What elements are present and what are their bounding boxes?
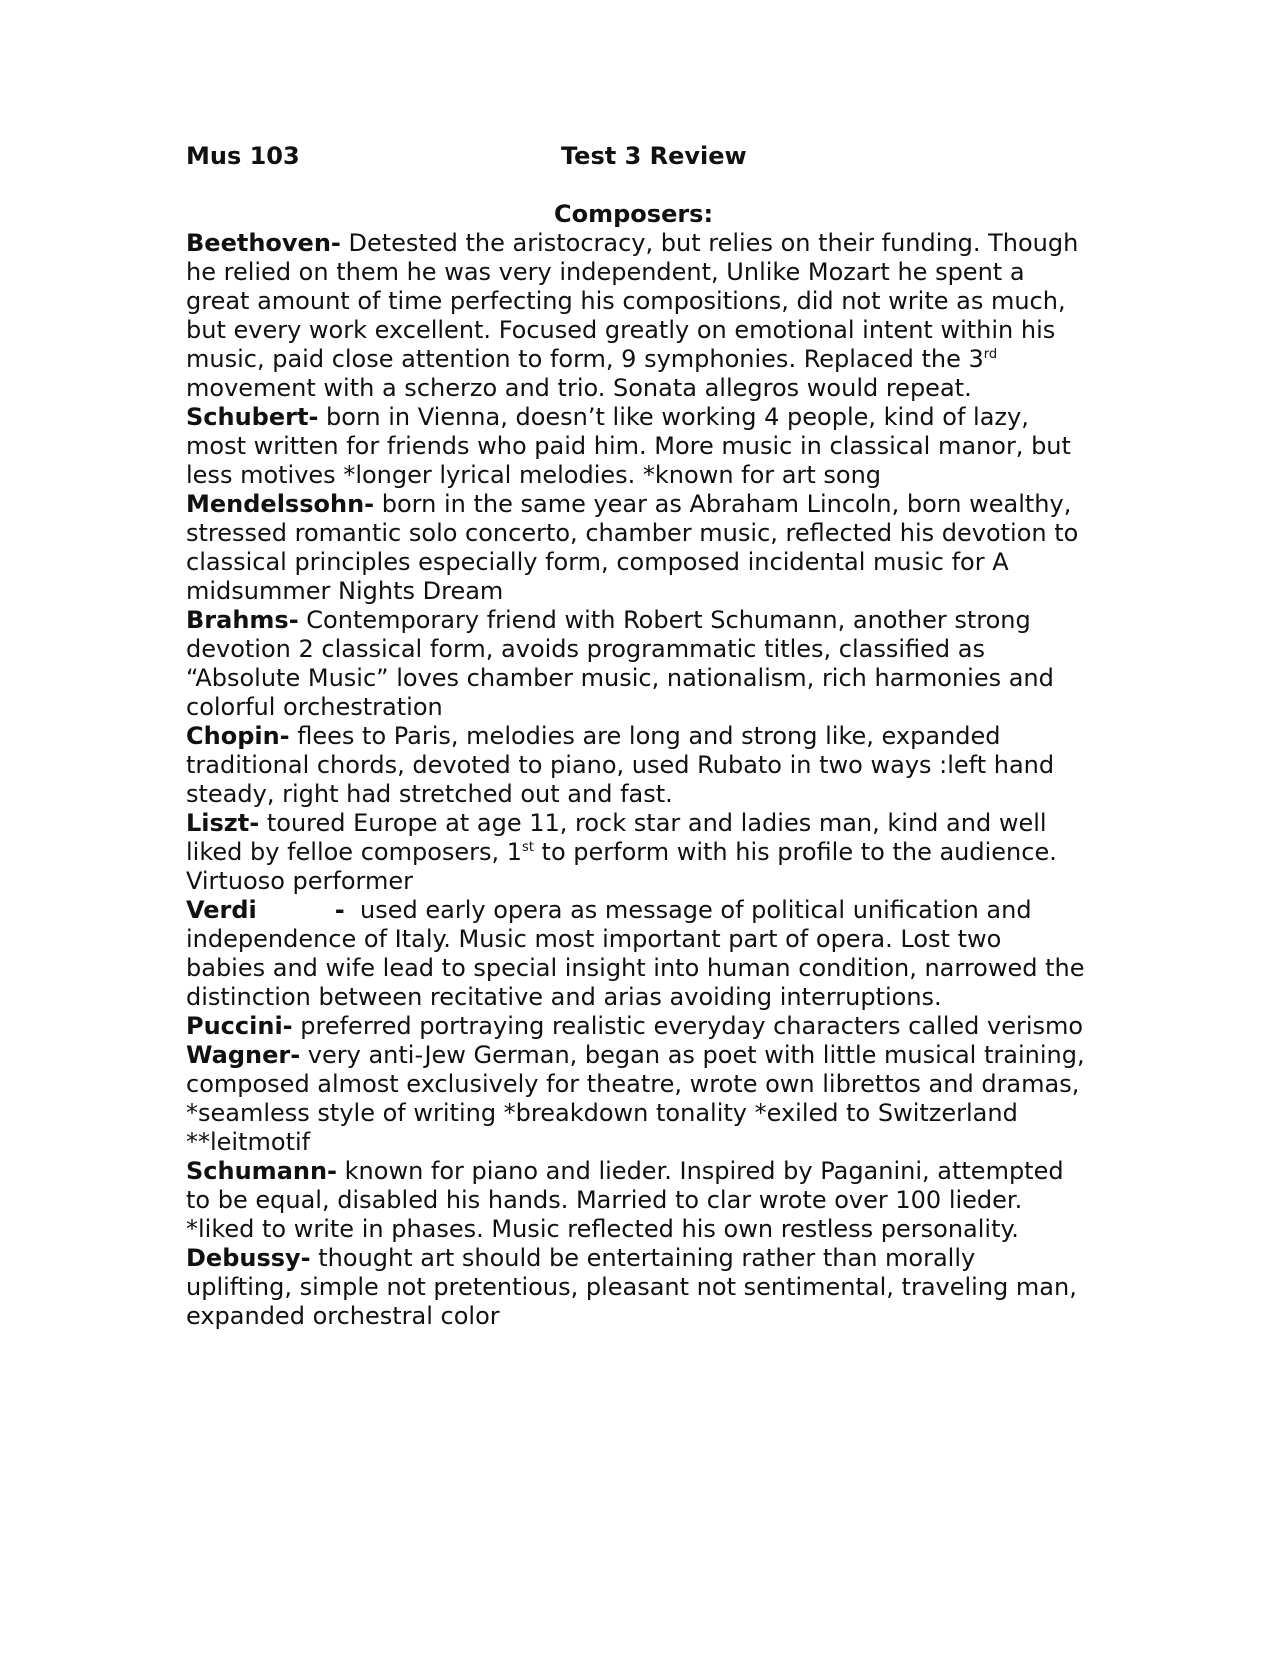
composer-name: Verdi xyxy=(186,896,257,924)
ordinal-suffix: rd xyxy=(983,347,998,362)
composer-description: preferred portraying realistic everyday characters called verismo xyxy=(292,1012,1084,1040)
composer-name: Wagner- xyxy=(186,1041,301,1069)
ordinal-suffix: st xyxy=(522,840,534,855)
composer-description: used early opera as message of political unification and independence of Italy. Music most important part of opera. Lost two babies and wife lead to special insight into human condition, narrowed the distinction between recitative and arias avoiding interruptions. xyxy=(186,896,1093,1011)
composer-description: born in the same year as Abraham Lincoln, born wealthy, stressed romantic solo concerto, chamber music, reflected his devotion to classical principles especially form, composed incidental music for A midsummer Nights Dream xyxy=(186,490,1079,605)
composer-entry-wagner xyxy=(186,1041,1086,1157)
composer-name: Mendelssohn- xyxy=(186,490,375,518)
composer-description: known for piano and lieder. Inspired by Paganini, attempted to be equal, disabled his hands. Married to clar wrote over 100 lieder. *liked to write in phases. Music reflected his own restless personality. xyxy=(186,1157,1064,1243)
composer-description: Detested the aristocracy, but relies on their funding. Though he relied on them he was very independent, Unlike Mozart he spent a great amount of time perfecting his compositions, did not write as much, but every work excellent. Focused greatly on emotional intent within his music, paid close attention to form, 9 symphonies. Replaced the 3 xyxy=(186,229,1079,373)
composer-name: Schubert- xyxy=(186,403,319,431)
document-title: Test 3 Review xyxy=(561,142,747,170)
course-code: Mus 103 xyxy=(186,142,300,170)
composer-description: born in Vienna, doesn’t like working 4 people, kind of lazy, most written for friends who paid him. More music in classical manor, but less motives *longer lyrical melodies. *known for art song xyxy=(186,403,1071,489)
composer-name: Liszt- xyxy=(186,809,260,837)
composer-entry-debussy xyxy=(186,1244,1086,1331)
document-page xyxy=(186,142,1093,1331)
composer-description: Contemporary friend with Robert Schumann, another strong devotion 2 classical form, avoids programmatic titles, classified as “Absolute Music” loves chamber music, nationalism, rich harmonies and colorful orchestration xyxy=(186,606,1054,721)
composer-name: Beethoven- xyxy=(186,229,341,257)
composer-description: toured Europe at age 11, rock star and ladies man, kind and well liked by felloe composers, 1 xyxy=(186,809,1047,866)
composer-entry-schumann xyxy=(186,1157,1086,1244)
composer-entry-liszt xyxy=(186,809,1086,896)
composer-entry-verdi xyxy=(186,896,1093,1012)
composer-description-continued: to perform with his profile to the audience. Virtuoso performer xyxy=(186,838,1057,895)
composer-description: thought art should be entertaining rather than morally uplifting, simple not pretentious, pleasant not sentimental, traveling man, expanded orchestral color xyxy=(186,1244,1077,1330)
composer-name: Schumann- xyxy=(186,1157,338,1185)
document-header xyxy=(186,142,1086,178)
composer-name-dash: - xyxy=(334,896,345,924)
composer-description: very anti-Jew German, began as poet with little musical training, composed almost exclusively for theatre, wrote own librettos and dramas, *seamless style of writing *breakdown tonality *exiled to Switzerland **leitmotif xyxy=(186,1041,1085,1156)
composer-entry-beethoven xyxy=(186,229,1086,403)
composer-name: Chopin- xyxy=(186,722,290,750)
composer-entry-mendelssohn xyxy=(186,490,1086,606)
composer-entry-puccini xyxy=(186,1012,1086,1041)
section-heading: Composers: xyxy=(554,200,714,228)
composer-name: Brahms- xyxy=(186,606,299,634)
composer-name: Debussy- xyxy=(186,1244,311,1272)
composer-description-continued: movement with a scherzo and trio. Sonata allegros would repeat. xyxy=(186,374,972,402)
composer-name: Puccini- xyxy=(186,1012,293,1040)
composer-entry-chopin xyxy=(186,722,1086,809)
composer-entry-schubert xyxy=(186,403,1086,490)
composer-description: flees to Paris, melodies are long and strong like, expanded traditional chords, devoted to piano, used Rubato in two ways :left hand steady, right had stretched out and fast. xyxy=(186,722,1055,808)
composer-entry-brahms xyxy=(186,606,1086,722)
